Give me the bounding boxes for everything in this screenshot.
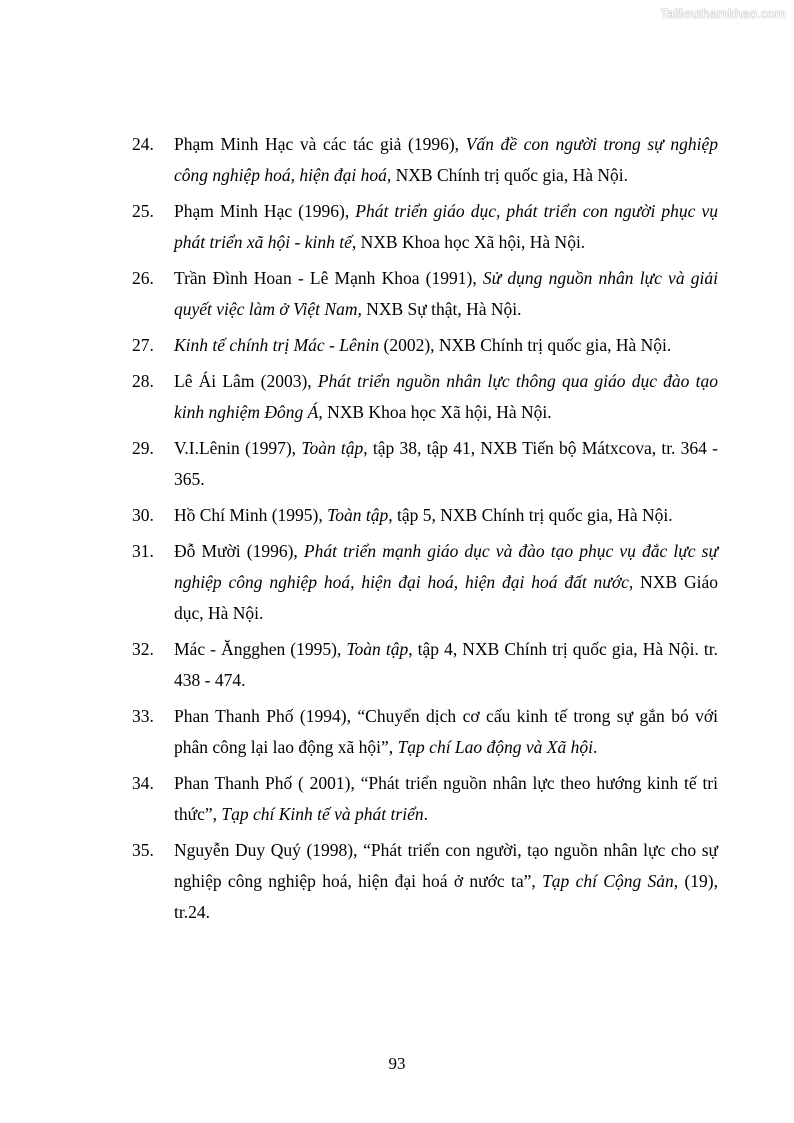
reference-segment: , (19), tr.24. xyxy=(174,871,718,922)
reference-title: Phát triển mạnh giáo dục và đào tạo phục vụ đắc lực sự nghiệp công nghiệp hoá, hiện đại hoá, hiện đại hoá đất nước, xyxy=(174,541,718,592)
reference-text xyxy=(174,835,718,928)
reference-item xyxy=(132,263,718,325)
reference-number: 25. xyxy=(132,201,154,221)
reference-segment: Phạm Minh Hạc và các tác giả (1996), xyxy=(174,134,466,154)
reference-number: 26. xyxy=(132,268,154,288)
reference-title: Sử dụng nguồn nhân lực và giải quyết việc làm ở Việt Nam, xyxy=(174,268,718,319)
reference-text xyxy=(174,366,718,428)
reference-segment: Nguyễn Duy Quý (1998), “Phát triển con người, tạo nguồn nhân lực cho sự nghiệp công nghiệp hoá, hiện đại hoá ở nước ta”, xyxy=(174,840,718,891)
reference-segment: Phan Thanh Phố (1994), “Chuyển dịch cơ cấu kinh tế trong sự gắn bó với phân công lại lao động xã hội”, xyxy=(174,706,718,757)
reference-segment: Trần Đình Hoan - Lê Mạnh Khoa (1991), xyxy=(174,268,483,288)
reference-title: Phát triển giáo dục, phát triển con người phục vụ phát triển xã hội - kinh tế, xyxy=(174,201,718,252)
reference-segment: NXB Khoa học Xã hội, Hà Nội. xyxy=(356,232,586,252)
reference-item xyxy=(132,330,718,361)
reference-number: 24. xyxy=(132,134,154,154)
reference-text xyxy=(174,433,718,495)
reference-title: Tạp chí Lao động và Xã hội xyxy=(397,737,593,757)
reference-title: Toàn tập xyxy=(327,505,389,525)
reference-text xyxy=(174,634,718,696)
reference-list xyxy=(132,129,718,933)
reference-item xyxy=(132,835,718,928)
reference-number: 28. xyxy=(132,371,154,391)
reference-item xyxy=(132,129,718,191)
reference-title: Toàn tập xyxy=(346,639,409,659)
reference-segment: , tập 38, tập 41, NXB Tiến bộ Mátxcova, tr. 364 - 365. xyxy=(174,438,718,489)
page-number: 93 xyxy=(388,1054,406,1073)
reference-segment: Lê Ái Lâm (2003), xyxy=(174,371,318,391)
reference-title: Vấn đề con người trong sự nghiệp công nghiệp hoá, hiện đại hoá, xyxy=(174,134,718,185)
reference-segment: , tập 5, NXB Chính trị quốc gia, Hà Nội. xyxy=(388,505,673,525)
reference-segment: . xyxy=(592,737,598,757)
reference-item xyxy=(132,536,718,629)
reference-number: 34. xyxy=(132,773,154,793)
reference-segment: V.I.Lênin (1997), xyxy=(174,438,302,458)
reference-item xyxy=(132,634,718,696)
reference-title: Tạp chí Cộng Sản xyxy=(542,871,674,891)
reference-text xyxy=(174,330,718,361)
reference-segment: (2002), NXB Chính trị quốc gia, Hà Nội. xyxy=(379,335,672,355)
reference-title: Toàn tập xyxy=(301,438,364,458)
reference-item xyxy=(132,500,718,531)
reference-text xyxy=(174,263,718,325)
reference-item xyxy=(132,768,718,830)
reference-segment: Mác - Ăngghen (1995), xyxy=(174,639,347,659)
reference-number: 30. xyxy=(132,505,154,525)
reference-number: 31. xyxy=(132,541,154,561)
reference-title: Kinh tế chính trị Mác - Lênin xyxy=(174,335,380,355)
reference-number: 29. xyxy=(132,438,154,458)
reference-number: 32. xyxy=(132,639,154,659)
reference-number: 33. xyxy=(132,706,154,726)
reference-text xyxy=(174,701,718,763)
reference-segment: NXB Giáo dục, Hà Nội. xyxy=(174,572,718,623)
reference-item xyxy=(132,366,718,428)
reference-text xyxy=(174,196,718,258)
reference-text xyxy=(174,768,718,830)
reference-segment: NXB Chính trị quốc gia, Hà Nội. xyxy=(391,165,628,185)
reference-segment: . xyxy=(423,804,428,824)
reference-number: 27. xyxy=(132,335,154,355)
reference-segment: Hồ Chí Minh (1995), xyxy=(174,505,328,525)
reference-segment: Phạm Minh Hạc (1996), xyxy=(174,201,356,221)
reference-segment: Phan Thanh Phố ( 2001), “Phát triển nguồn nhân lực theo hướng kinh tế tri thức”, xyxy=(174,773,718,824)
reference-text xyxy=(174,129,718,191)
reference-text xyxy=(174,536,718,629)
watermark: Tailieuthamkhao.com xyxy=(660,6,786,21)
reference-segment: , tập 4, NXB Chính trị quốc gia, Hà Nội. tr. 438 - 474. xyxy=(174,639,718,690)
reference-text xyxy=(174,500,718,531)
reference-title: Phát triển nguồn nhân lực thông qua giáo dục đào tạo kinh nghiệm Đông Á, xyxy=(174,371,718,422)
reference-segment: NXB Sự thật, Hà Nội. xyxy=(361,299,522,319)
reference-number: 35. xyxy=(132,840,154,860)
reference-item xyxy=(132,433,718,495)
reference-item xyxy=(132,701,718,763)
reference-segment: NXB Khoa học Xã hội, Hà Nội. xyxy=(322,402,552,422)
reference-title: Tạp chí Kinh tế và phát triển xyxy=(221,804,424,824)
reference-item xyxy=(132,196,718,258)
reference-segment: Đỗ Mười (1996), xyxy=(174,541,304,561)
